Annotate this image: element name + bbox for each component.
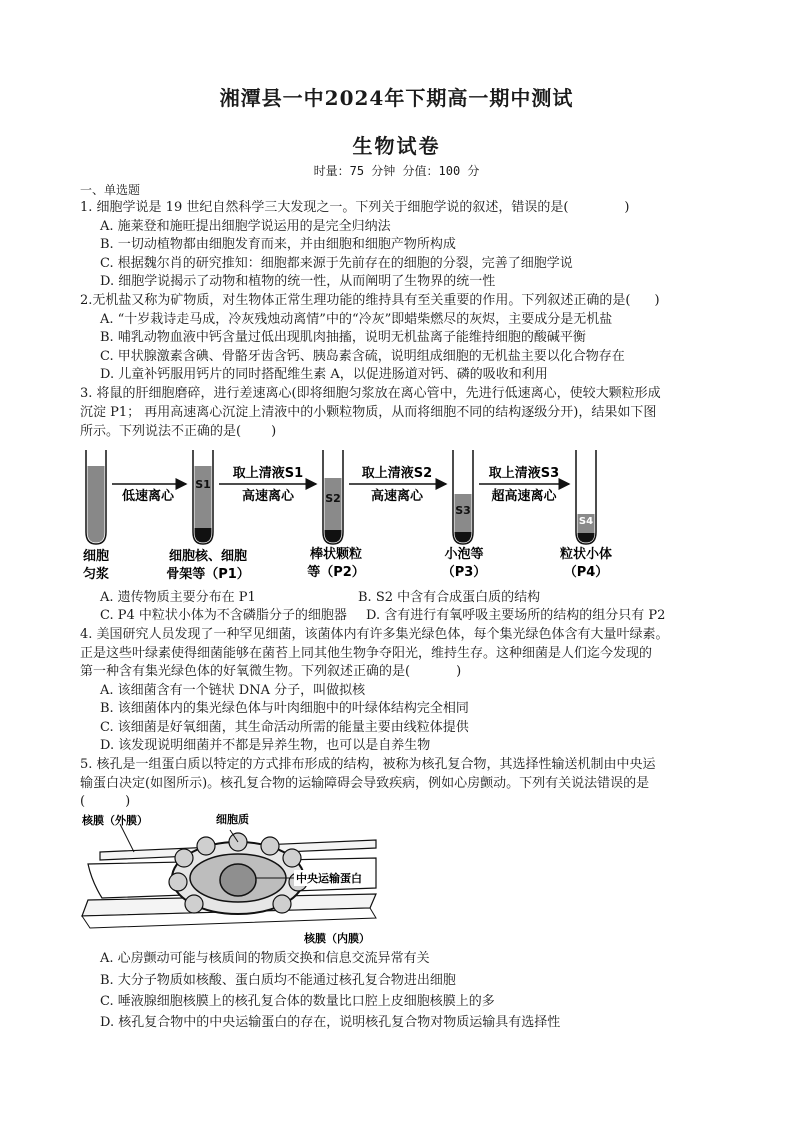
question-1-option-d: D. 细胞学说揭示了动物和植物的统一性，从而阐明了生物界的统一性 [100, 274, 496, 289]
question-5-option-c: C. 唾液腺细胞核膜上的核孔复合体的数量比口腔上皮细胞核膜上的多 [100, 994, 495, 1009]
label-central-transport-protein: 中央运输蛋白 [296, 872, 362, 885]
caption-3-line1: 小泡等 [444, 547, 484, 562]
tube-label-s2: S2 [325, 492, 341, 505]
question-4-option-d: D. 该发现说明细菌并不都是异养生物，也可以是自养生物 [100, 738, 431, 753]
tube-s1 [193, 450, 213, 544]
outer-membrane-pointer [120, 824, 134, 852]
question-5-option-b: B. 大分子物质如核酸、蛋白质均不能通过核孔复合物进出细胞 [100, 973, 456, 988]
tube-label-s4: S4 [578, 516, 594, 527]
tube-label-s1: S1 [195, 478, 211, 491]
arrow-top-label-2: 取上清液S2 [361, 466, 433, 481]
arrow-bottom-label-4: 超高速离心 [491, 489, 557, 504]
exam-meta: 时量：75 分钟 分值：100 分 [313, 164, 480, 178]
central-transport-protein-shape [220, 864, 256, 896]
question-4-stem-line1: 4. 美国研究人员发现了一种罕见细菌，该菌体内有许多集光绿色体，每个集光绿色体含有大量叶绿素。 [80, 627, 669, 642]
question-1-option-b: B. 一切动植物都由细胞发育而来，并由细胞和细胞产物所构成 [100, 237, 456, 252]
question-5-stem-line2: 输蛋白决定(如图所示)。核孔复合物的运输障碍会导致疾病，例如心房颤动。下列有关说法错误的是 [80, 776, 650, 791]
question-1-option-a: A. 施莱登和施旺提出细胞学说运用的是完全归纳法 [100, 219, 391, 234]
caption-4-line2: （P4） [563, 565, 609, 580]
question-1-stem: 1. 细胞学说是 19 世纪自然科学三大发现之一。下列关于细胞学说的叙述，错误的是( ) [80, 200, 630, 215]
caption-1-line2: 骨架等（P1） [166, 567, 250, 582]
label-cytoplasm: 细胞质 [216, 813, 249, 826]
question-2-option-a: A. “十岁栽诗走马成，冷灰残烛动离情”中的“冷灰”即蜡柴燃尽的灰烬，主要成分是无机盐 [100, 312, 613, 327]
question-3-option-a: A. 遗传物质主要分布在 P1 [100, 590, 256, 605]
tube-s3 [453, 450, 473, 544]
section-heading: 一、单选题 [80, 183, 141, 197]
label-outer-membrane: 核膜（外膜） [82, 814, 148, 827]
label-inner-membrane: 核膜（内膜） [304, 932, 370, 945]
question-5-option-d: D. 核孔复合物中的中央运输蛋白的存在，说明核孔复合物对物质运输具有选择性 [100, 1015, 561, 1030]
arrow-bottom-label-2: 高速离心 [241, 489, 295, 504]
caption-4-line1: 粒状小体 [559, 547, 613, 562]
question-4-option-c: C. 该细菌是好氧细菌，其生命活动所需的能量主要由线粒体提供 [100, 720, 469, 735]
caption-2-line1: 棒状颗粒 [309, 547, 363, 562]
question-5-option-a: A. 心房颤动可能与核质间的物质交换和信息交流异常有关 [100, 951, 430, 966]
exam-title: 湘潭县一中2024年下期高一期中测试 [219, 86, 574, 110]
question-5-stem-line1: 5. 核孔是一组蛋白质以特定的方式排布形成的结构，被称为核孔复合物，其选择性输送机制由中央运 [80, 757, 656, 772]
tube-s4 [576, 450, 596, 544]
tube-label-s3: S3 [455, 504, 471, 517]
exam-subject: 生物试卷 [352, 134, 441, 158]
question-3-option-d: D. 含有进行有氧呼吸主要场所的结构的组分只有 P2 [366, 608, 666, 623]
question-5-stem-line3: ( ) [80, 794, 131, 809]
question-4-stem-line3: 第一种含有集光绿色体的好氧微生物。下列叙述正确的是( ) [80, 664, 462, 679]
arrow-bottom-label-1: 低速离心 [121, 489, 175, 504]
arrow-top-label-3: 取上清液S3 [488, 466, 560, 481]
centrifugation-figure [78, 444, 718, 584]
arrow-top-label-1: 取上清液S1 [232, 466, 304, 481]
caption-0-line1: 细胞 [82, 549, 110, 564]
question-2-option-b: B. 哺乳动物血液中钙含量过低出现肌肉抽搐，说明无机盐离子能维持细胞的酸碱平衡 [100, 330, 586, 345]
question-2-option-d: D. 儿童补钙服用钙片的同时搭配维生素 A，以促进肠道对钙、磷的吸收和利用 [100, 367, 548, 382]
caption-1-line1: 细胞核、细胞 [168, 549, 248, 564]
question-2-stem: 2.无机盐又称为矿物质，对生物体正常生理功能的维持具有至关重要的作用。下列叙述正确的是( ) [80, 293, 660, 308]
tube-homogenate [86, 450, 106, 544]
question-3-stem-line3: 所示。下列说法不正确的是( ) [80, 424, 277, 439]
question-3-option-c: C. P4 中粒状小体为不含磷脂分子的细胞器 [100, 608, 347, 623]
question-1-option-c: C. 根据魏尔肖的研究推知：细胞都来源于先前存在的细胞的分裂，完善了细胞学说 [100, 256, 573, 271]
question-3-stem-line1: 3. 将鼠的肝细胞磨碎，进行差速离心(即将细胞匀浆放在离心管中，先进行低速离心，使较大颗粒形成 [80, 386, 661, 401]
caption-3-line2: （P3） [441, 565, 487, 580]
nuclear-pore-figure [80, 812, 380, 948]
question-3-option-b: B. S2 中含有合成蛋白质的结构 [358, 590, 541, 605]
arrow-bottom-label-3: 高速离心 [370, 489, 424, 504]
question-3-stem-line2: 沉淀 P1； 再用高速离心沉淀上清液中的小颗粒物质，从而将细胞不同的结构逐级分开)，结果如下图 [80, 405, 657, 420]
question-4-option-a: A. 该细菌含有一个链状 DNA 分子，叫做拟核 [100, 683, 366, 698]
question-4-option-b: B. 该细菌体内的集光绿色体与叶肉细胞中的叶绿体结构完全相同 [100, 701, 469, 716]
question-4-stem-line2: 正是这些叶绿素使得细菌能够在菌苔上同其他生物争夺阳光，维持生存。这种细菌是人们迄今发现的 [80, 646, 653, 661]
caption-2-line2: 等（P2） [307, 565, 365, 580]
caption-0-line2: 匀浆 [82, 567, 110, 582]
tube-s2 [323, 450, 343, 544]
question-2-option-c: C. 甲状腺激素含碘、骨骼牙齿含钙、胰岛素含硫，说明组成细胞的无机盐主要以化合物存在 [100, 349, 625, 364]
